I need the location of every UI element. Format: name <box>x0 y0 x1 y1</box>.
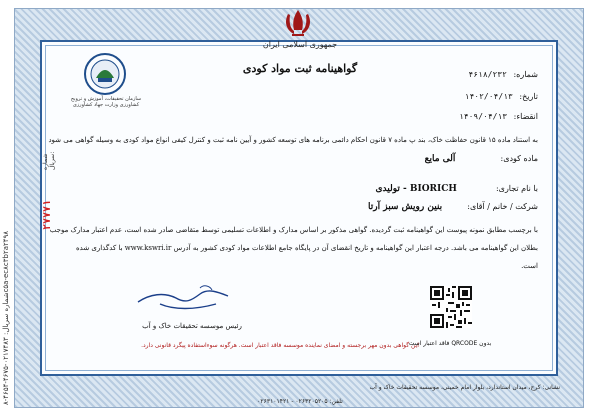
serial-number: ۲۷۷۷۱ <box>42 199 53 230</box>
company-value: بنین رویش سبز آرتا <box>368 202 443 212</box>
date-label: تاریخ: <box>519 92 538 101</box>
iran-emblem-icon <box>280 8 316 38</box>
body-paragraph-3: است. <box>521 262 538 270</box>
material-row <box>425 154 538 164</box>
body-paragraph-2: بطلان این گواهینامه می باشد. درجه اعتبار این گواهینامه و تاریخ انقضای آن در پایگاه جامع اطلاعات مواد کودی کشور به آدرس www.kswri.ir با کدگذاری شده <box>76 244 538 252</box>
footer-address: نشانی: کرج، میدان استاندارد، بلوار امام خمینی، موسسه تحقیقات خاک و آب <box>369 384 560 391</box>
company-label: شرکت / خانم / آقای: <box>467 202 538 211</box>
material-label: ماده کودی: <box>500 154 538 163</box>
certificate-number <box>468 70 538 79</box>
footer-phone: تلفن: ۰۲۶۳۲۰۵۲۰۵ - ۰۲۶۳۱۰۱۴۲۱ <box>257 398 343 405</box>
number-value: ۴۶۱۸/۲۳۲ <box>468 70 507 79</box>
intro-text: به استناد ماده ۱۵ قانون حفاظت خاک، بند پ ماده ۷ قانون احکام دائمی برنامه های توسعه کشور و آیین نامه ثبت و کنترل کیفی انواع مواد کودی به وسیله گواهی می شود <box>48 136 538 144</box>
material-value: آلی مایع <box>424 154 456 164</box>
brand-row <box>375 184 538 194</box>
emblem-caption: جمهوری اسلامی ایران <box>262 40 338 49</box>
expiry-label: انقضاء: <box>513 112 538 121</box>
qr-code-icon <box>430 286 472 328</box>
date-value: ۱۴۰۲/۰۴/۱۳ <box>464 92 513 101</box>
number-label: شماره: <box>513 70 538 79</box>
signer-title: رئیس موسسه تحقیقات خاک و آب <box>142 322 242 330</box>
qr-caption: بدون QRCODE فاقد اعتبار است <box>408 340 492 347</box>
expiry-value: ۱۴۰۹/۰۴/۱۳ <box>458 112 508 121</box>
side-serial-text: شماره سریال: ۰۲۱۷۴۸۳-۴۶۷۵-۴۶۵۴-۸c۵a-ec۸c۳b۲a۲۴۹۸ <box>2 230 10 405</box>
certificate-expiry <box>459 112 538 121</box>
certificate-title: گواهینامه ثبت مواد کودی <box>242 62 358 75</box>
logo-caption: سازمان تحقیقات، آموزش و ترویج کشاورزی وزارت جهاد کشاورزی <box>70 96 142 108</box>
company-row <box>368 202 538 212</box>
brand-label: با نام تجاری: <box>495 184 538 193</box>
signature-image <box>130 282 240 316</box>
validity-footnote: این گواهی بدون مهر برجسته و امضای نماینده موسسه فاقد اعتبار است. هرگونه سوءاستفاده پیگرد قانونی دارد. <box>141 342 419 349</box>
serial-label: شماره سریال: <box>42 151 56 170</box>
body-paragraph-1: با برچسب مطابق نمونه پیوست این گواهینامه ثبت گردیده. گواهی مذکور بر اساس مدارک و اطلاعات تسلیمی توسط متقاضی صادر شده است، عدم اعتبار مدارک موجب <box>49 226 538 234</box>
brand-value: BIORICH - تولیدی <box>375 184 457 194</box>
certificate-date <box>465 92 538 101</box>
